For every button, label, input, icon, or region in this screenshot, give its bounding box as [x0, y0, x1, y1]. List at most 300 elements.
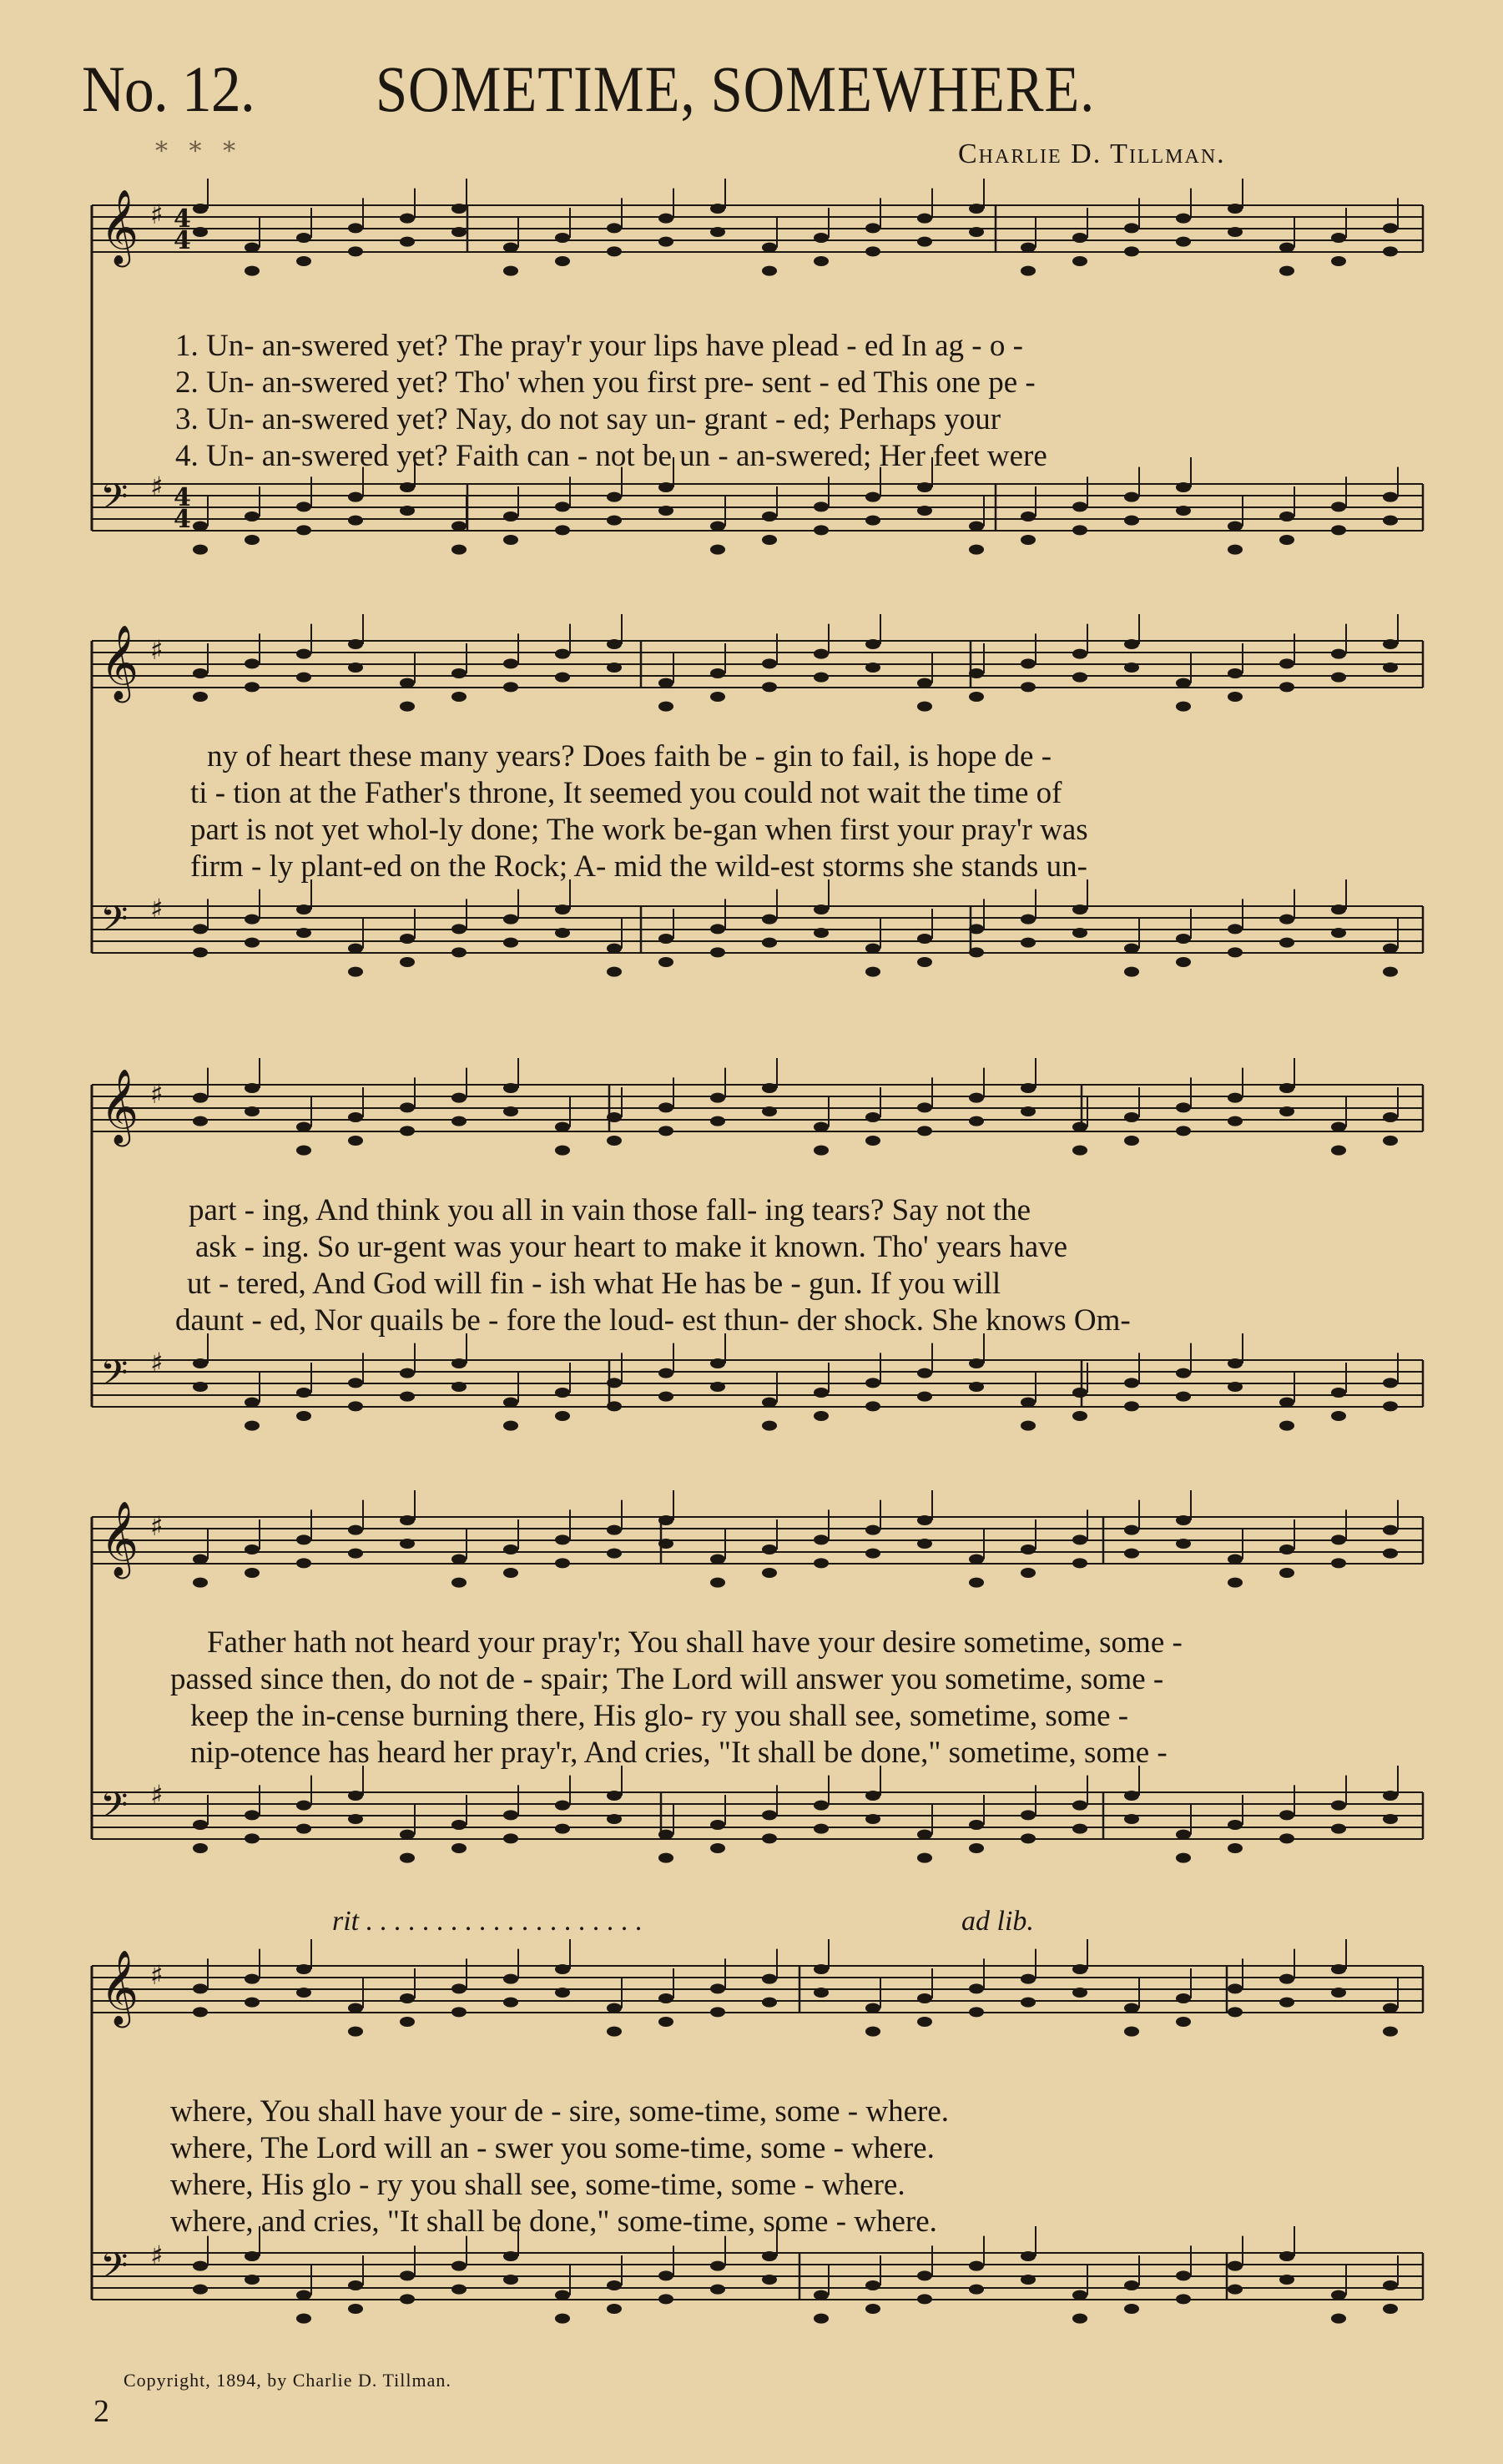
note-head	[917, 1993, 932, 2003]
note-head	[1279, 938, 1294, 948]
note-head	[1331, 1558, 1346, 1568]
note-head	[245, 2275, 260, 2285]
note-head	[1072, 649, 1087, 659]
note-head	[400, 678, 415, 688]
note-head	[1124, 663, 1139, 673]
note-head	[607, 223, 622, 233]
note-head	[1228, 1093, 1243, 1103]
note-head	[555, 501, 570, 511]
note-head	[1279, 682, 1294, 692]
note-head	[1331, 1388, 1346, 1398]
note-head	[917, 482, 932, 492]
note-head	[1176, 1853, 1191, 1863]
note-head	[348, 1401, 363, 1411]
note-head	[503, 1544, 518, 1554]
note-head	[865, 1112, 880, 1122]
note-head	[762, 2251, 777, 2261]
note-head	[296, 1146, 311, 1156]
note-head	[814, 1122, 829, 1132]
note-head	[1383, 1112, 1398, 1122]
note-head	[1383, 2280, 1398, 2290]
note-head	[1279, 1568, 1294, 1578]
note-head	[296, 256, 311, 266]
note-head	[762, 1568, 777, 1578]
note-head	[555, 1558, 570, 1568]
note-head	[348, 967, 363, 977]
note-head	[865, 1791, 880, 1801]
lyric-line: part - ing, And think you all in vain those fall- ing tears? Say not the	[189, 1193, 1031, 1227]
note-head	[658, 1126, 673, 1136]
note-head	[348, 1549, 363, 1559]
note-head	[969, 947, 984, 957]
note-head	[296, 673, 311, 683]
note-head	[658, 2017, 673, 2027]
note-head	[969, 1382, 984, 1392]
note-head	[348, 639, 363, 649]
note-head	[1021, 938, 1036, 948]
note-head	[555, 1388, 570, 1398]
note-head	[1383, 1791, 1398, 1801]
note-head	[1279, 658, 1294, 668]
note-head	[1176, 482, 1191, 492]
note-head	[1176, 506, 1191, 516]
note-head	[658, 1853, 673, 1863]
sharp-icon: ♯	[150, 1510, 164, 1542]
lyric-line: daunt - ed, Nor quails be - fore the loud- est thun- der shock. She knows Om-	[175, 1303, 1131, 1338]
note-head	[710, 947, 725, 957]
note-head	[1331, 928, 1346, 938]
note-head	[1331, 233, 1346, 243]
note-head	[193, 1843, 208, 1853]
note-head	[1124, 1401, 1139, 1411]
note-head	[607, 944, 622, 954]
note-head	[710, 1983, 725, 1993]
note-head	[1279, 266, 1294, 276]
note-head	[1383, 2027, 1398, 2037]
note-head	[1124, 2280, 1139, 2290]
note-head	[1331, 501, 1346, 511]
note-head	[1124, 516, 1139, 526]
note-head	[193, 545, 208, 555]
note-head	[762, 1106, 777, 1116]
note-head	[710, 2285, 725, 2295]
note-head	[451, 1843, 467, 1853]
sharp-icon: ♯	[150, 1078, 164, 1110]
note-head	[969, 1116, 984, 1126]
note-head	[296, 233, 311, 243]
note-head	[865, 1549, 880, 1559]
note-head	[814, 1558, 829, 1568]
note-head	[917, 1853, 932, 1863]
note-head	[451, 1578, 467, 1588]
note-head	[762, 1810, 777, 1820]
note-head	[503, 243, 518, 253]
sharp-icon: ♯	[150, 893, 164, 925]
note-head	[658, 1392, 673, 1402]
note-head	[917, 214, 932, 224]
note-head	[1279, 535, 1294, 545]
note-head	[607, 246, 622, 256]
note-head	[969, 2285, 984, 2295]
note-head	[296, 1558, 311, 1568]
note-head	[1021, 658, 1036, 668]
note-head	[1228, 2285, 1243, 2295]
note-head	[969, 1983, 984, 1993]
note-head	[193, 1116, 208, 1126]
note-head	[1021, 2251, 1036, 2261]
note-head	[814, 1534, 829, 1544]
note-head	[814, 1146, 829, 1156]
note-head	[1021, 1544, 1036, 1554]
lyric-line: 3. Un- an-swered yet? Nay, do not say un- grant - ed; Perhaps your	[175, 402, 1001, 436]
note-head	[814, 256, 829, 266]
note-head	[607, 1791, 622, 1801]
note-head	[969, 1843, 984, 1853]
note-head	[193, 1820, 208, 1830]
note-head	[1124, 967, 1139, 977]
note-head	[607, 663, 622, 673]
note-head	[193, 924, 208, 934]
note-head	[400, 2294, 415, 2304]
time-signature: 4	[174, 226, 191, 255]
note-head	[1124, 223, 1139, 233]
note-head	[1228, 1382, 1243, 1392]
note-head	[762, 682, 777, 692]
note-head	[1228, 227, 1243, 237]
note-head	[193, 1983, 208, 1993]
note-head	[917, 1392, 932, 1402]
note-head	[762, 1421, 777, 1431]
note-head	[348, 516, 363, 526]
note-head	[296, 1122, 311, 1132]
note-head	[555, 928, 570, 938]
note-head	[503, 1083, 518, 1093]
lyric-line: passed since then, do not de - spair; The Lord will answer you sometime, some -	[170, 1662, 1164, 1696]
note-head	[1383, 492, 1398, 502]
note-head	[193, 522, 208, 532]
note-head	[193, 1554, 208, 1565]
note-head	[1383, 223, 1398, 233]
note-head	[245, 243, 260, 253]
note-head	[762, 243, 777, 253]
sharp-icon: ♯	[150, 1779, 164, 1811]
note-head	[1228, 1843, 1243, 1853]
note-head	[1072, 1964, 1087, 1974]
note-head	[658, 1368, 673, 1378]
note-head	[1228, 692, 1243, 702]
note-head	[400, 1368, 415, 1378]
note-head	[1331, 649, 1346, 659]
note-head	[245, 1810, 260, 1820]
note-head	[555, 649, 570, 659]
note-head	[1176, 214, 1191, 224]
note-head	[865, 2304, 880, 2314]
note-head	[814, 649, 829, 659]
note-head	[865, 2003, 880, 2013]
lyric-line: where, The Lord will an - swer you some-time, some - where.	[170, 2131, 935, 2165]
note-head	[917, 702, 932, 712]
note-head	[296, 525, 311, 535]
note-head	[1072, 233, 1087, 243]
note-head	[555, 2290, 570, 2300]
note-head	[245, 266, 260, 276]
note-head	[348, 223, 363, 233]
note-head	[451, 522, 467, 532]
note-head	[296, 501, 311, 511]
note-head	[969, 2007, 984, 2017]
note-head	[1383, 1525, 1398, 1535]
note-head	[245, 1106, 260, 1116]
note-head	[762, 511, 777, 522]
note-head	[1021, 1421, 1036, 1431]
note-head	[658, 214, 673, 224]
note-head	[814, 1824, 829, 1834]
note-head	[245, 1544, 260, 1554]
note-head	[1228, 947, 1243, 957]
note-head	[451, 1093, 467, 1103]
note-head	[348, 2027, 363, 2037]
note-head	[1021, 1568, 1036, 1578]
note-head	[348, 2280, 363, 2290]
note-head	[400, 1126, 415, 1136]
note-head	[296, 1411, 311, 1421]
note-head	[917, 934, 932, 944]
note-head	[245, 682, 260, 692]
note-head	[1072, 2314, 1087, 2324]
note-head	[400, 934, 415, 944]
note-head	[658, 506, 673, 516]
note-head	[1124, 492, 1139, 502]
note-head	[865, 2280, 880, 2290]
note-head	[348, 1378, 363, 1388]
time-signature: 4	[174, 505, 191, 534]
note-head	[451, 1983, 467, 1993]
note-head	[1072, 2290, 1087, 2300]
note-head	[917, 1515, 932, 1525]
note-head	[814, 904, 829, 915]
note-head	[296, 1964, 311, 1974]
note-head	[1072, 928, 1087, 938]
tempo-ad-lib: ad lib.	[961, 1906, 1034, 1937]
note-head	[814, 1388, 829, 1398]
note-head	[762, 266, 777, 276]
note-head	[1228, 1820, 1243, 1830]
note-head	[1124, 1112, 1139, 1122]
note-head	[1279, 1106, 1294, 1116]
note-head	[1228, 204, 1243, 214]
note-head	[1072, 1988, 1087, 1998]
bass-clef-icon: 𝄢	[100, 1785, 129, 1835]
note-head	[1124, 2027, 1139, 2037]
note-head	[969, 227, 984, 237]
note-head	[969, 545, 984, 555]
note-head	[1331, 1122, 1346, 1132]
note-head	[1021, 1974, 1036, 1984]
note-head	[503, 1810, 518, 1820]
note-head	[710, 668, 725, 678]
note-head	[451, 227, 467, 237]
note-head	[1383, 663, 1398, 673]
note-head	[865, 2027, 880, 2037]
note-head	[451, 1554, 467, 1565]
note-head	[503, 535, 518, 545]
note-head	[1383, 246, 1398, 256]
note-head	[1176, 1392, 1191, 1402]
sharp-icon: ♯	[150, 1959, 164, 1991]
note-head	[193, 1093, 208, 1103]
note-head	[1228, 1358, 1243, 1368]
note-head	[658, 1515, 673, 1525]
note-head	[1072, 1558, 1087, 1568]
note-head	[400, 1539, 415, 1549]
note-head	[296, 649, 311, 659]
note-head	[503, 938, 518, 948]
note-head	[814, 525, 829, 535]
note-head	[1072, 1801, 1087, 1811]
note-head	[710, 545, 725, 555]
note-head	[607, 2003, 622, 2013]
note-head	[296, 1824, 311, 1834]
note-head	[1124, 1814, 1139, 1824]
note-head	[451, 1820, 467, 1830]
note-head	[658, 1539, 673, 1549]
note-head	[400, 1853, 415, 1863]
note-head	[400, 2017, 415, 2027]
note-head	[193, 227, 208, 237]
note-head	[658, 2294, 673, 2304]
note-head	[503, 915, 518, 925]
note-head	[451, 668, 467, 678]
note-head	[658, 2270, 673, 2280]
note-head	[607, 1112, 622, 1122]
note-head	[1124, 944, 1139, 954]
note-head	[245, 535, 260, 545]
note-head	[451, 204, 467, 214]
note-head	[710, 1382, 725, 1392]
note-head	[710, 924, 725, 934]
note-head	[555, 1988, 570, 1998]
note-head	[710, 1578, 725, 1588]
note-head	[762, 1833, 777, 1843]
lyric-line: ny of heart these many years? Does faith be - gin to fail, is hope de -	[207, 739, 1052, 773]
note-head	[193, 692, 208, 702]
note-head	[865, 967, 880, 977]
note-head	[555, 256, 570, 266]
note-head	[348, 492, 363, 502]
note-head	[348, 1791, 363, 1801]
lyric-line: where, His glo - ry you shall see, some-time, some - where.	[170, 2168, 905, 2202]
note-head	[1279, 243, 1294, 253]
note-head	[1072, 501, 1087, 511]
note-head	[348, 663, 363, 673]
note-head	[710, 2007, 725, 2017]
note-head	[296, 1801, 311, 1811]
note-head	[762, 1083, 777, 1093]
note-head	[1331, 1534, 1346, 1544]
note-head	[1228, 668, 1243, 678]
note-head	[710, 1843, 725, 1853]
note-head	[607, 2280, 622, 2290]
note-head	[1228, 545, 1243, 555]
note-head	[1228, 1554, 1243, 1565]
note-head	[607, 1378, 622, 1388]
note-head	[710, 522, 725, 532]
note-head	[762, 658, 777, 668]
note-head	[1279, 1974, 1294, 1984]
note-head	[296, 904, 311, 915]
note-head	[555, 525, 570, 535]
note-head	[503, 2251, 518, 2261]
note-head	[1021, 682, 1036, 692]
note-head	[607, 639, 622, 649]
note-head	[1383, 1136, 1398, 1146]
note-head	[710, 1093, 725, 1103]
note-head	[1021, 243, 1036, 253]
note-head	[607, 1814, 622, 1824]
note-head	[1331, 1411, 1346, 1421]
note-head	[710, 204, 725, 214]
note-head	[1176, 1993, 1191, 2003]
note-head	[969, 668, 984, 678]
note-head	[1176, 1102, 1191, 1112]
note-head	[1383, 1549, 1398, 1559]
note-head	[917, 678, 932, 688]
note-head	[503, 1974, 518, 1984]
note-head	[1176, 1126, 1191, 1136]
note-head	[1383, 1401, 1398, 1411]
note-head	[1124, 246, 1139, 256]
note-head	[762, 1974, 777, 1984]
note-head	[607, 1401, 622, 1411]
note-head	[710, 1820, 725, 1830]
note-head	[1176, 1368, 1191, 1378]
note-head	[296, 928, 311, 938]
lyric-line: nip-otence has heard her pray'r, And cries, "It shall be done," sometime, some -	[190, 1736, 1168, 1770]
note-head	[762, 1544, 777, 1554]
lyric-line: firm - ly plant-ed on the Rock; A- mid the wild-est storms she stands un-	[190, 849, 1087, 884]
note-head	[710, 2261, 725, 2271]
note-head	[1072, 1122, 1087, 1132]
note-head	[348, 1814, 363, 1824]
note-head	[865, 246, 880, 256]
note-head	[1279, 2251, 1294, 2261]
note-head	[348, 1112, 363, 1122]
note-head	[555, 904, 570, 915]
note-head	[1176, 1515, 1191, 1525]
note-head	[1124, 1549, 1139, 1559]
note-head	[1124, 639, 1139, 649]
note-head	[607, 967, 622, 977]
copyright-notice: Copyright, 1894, by Charlie D. Tillman.	[124, 2370, 451, 2391]
note-head	[348, 246, 363, 256]
note-head	[1279, 1083, 1294, 1093]
sharp-icon: ♯	[150, 199, 164, 230]
note-head	[193, 2285, 208, 2295]
note-head	[658, 934, 673, 944]
note-head	[1279, 1810, 1294, 1820]
note-head	[296, 1988, 311, 1998]
note-head	[348, 2003, 363, 2013]
note-head	[1176, 957, 1191, 967]
note-head	[400, 482, 415, 492]
note-head	[193, 1578, 208, 1588]
note-head	[865, 1814, 880, 1824]
note-head	[400, 1830, 415, 1840]
note-head	[400, 1102, 415, 1112]
note-head	[814, 673, 829, 683]
note-head	[1021, 1398, 1036, 1408]
lyric-line: where, You shall have your de - sire, some-time, some - where.	[170, 2094, 949, 2129]
